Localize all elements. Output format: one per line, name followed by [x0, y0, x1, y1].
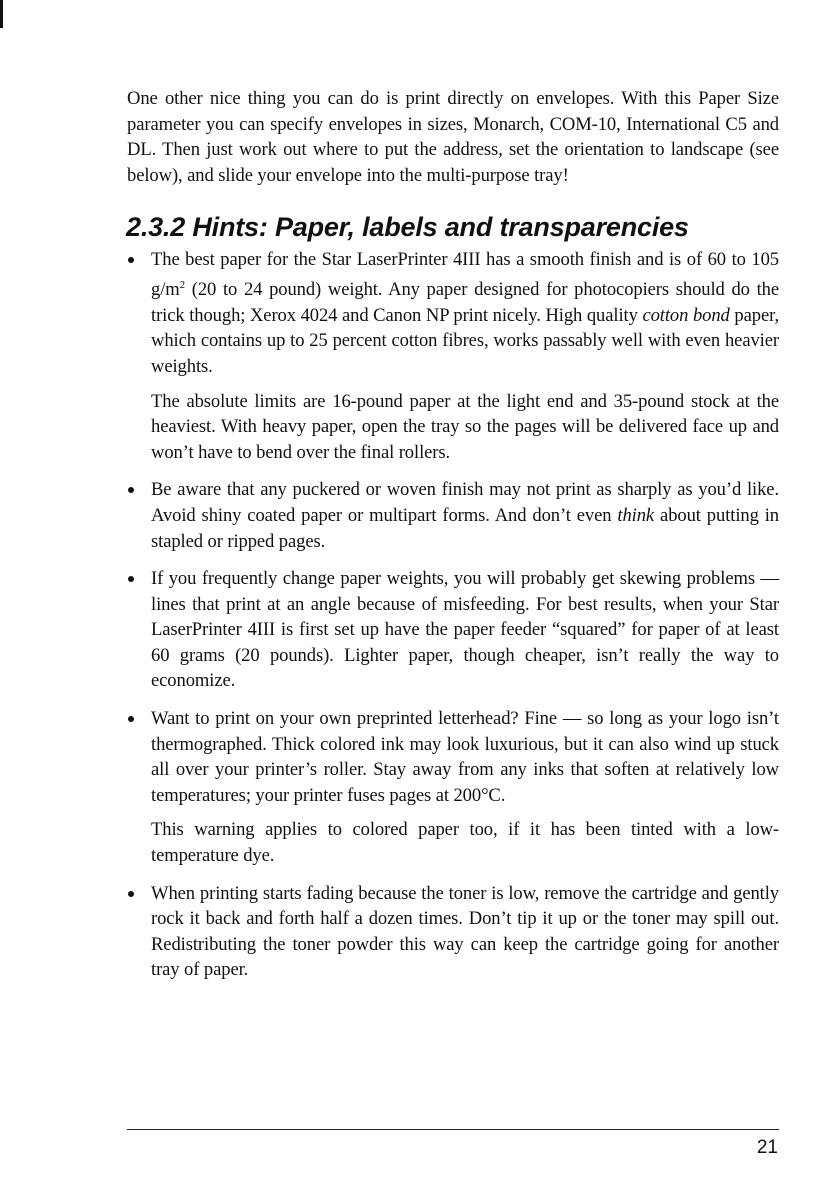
hints-list	[127, 247, 779, 983]
emphasis-text: think	[617, 504, 655, 526]
bullet-icon	[128, 487, 134, 493]
text-run: Be aware that any puckered or woven finish may not print as sharply as you’d like. Avoid shiny coated paper or multipart forms. And don’t even	[151, 479, 779, 526]
bullet-icon	[128, 257, 134, 263]
list-item	[127, 566, 779, 694]
list-item-text: The absolute limits are 16-pound paper at the light end and 35-pound stock at the heaviest. With heavy paper, open the tray so the pages will be delivered face up and won’t have to bend over the final rollers.	[151, 390, 779, 463]
emphasis-text: cotton bond	[642, 304, 730, 326]
page-content	[127, 86, 779, 995]
list-item-text: Want to print on your own preprinted letterhead? Fine — so long as your logo isn’t thermographed. Thick colored ink may look luxurious, but it can also wind up stuck all over your printer’s roller. Stay away from any inks that soften at relatively low temperatures; your printer fuses pages at 200°C.	[151, 708, 779, 806]
text-run: about putting in stapled or ripped pages.	[151, 504, 780, 552]
list-item-text: If you frequently change paper weights, you will probably get skewing problems — lines that print at an angle because of misfeeding. For best results, when your Star LaserPrinter 4III is first set up have the paper feeder “squared” for paper of at least 60 grams (20 pounds). Lighter paper, though cheaper, isn’t really the way to economize.	[151, 568, 779, 692]
list-item-text	[151, 247, 779, 379]
page-number: 21	[756, 1137, 778, 1158]
list-item	[127, 477, 779, 554]
bullet-icon	[128, 891, 134, 897]
list-item	[127, 706, 779, 869]
list-item-text: This warning applies to colored paper too, if it has been tinted with a low-temperature dye.	[151, 819, 779, 867]
list-item	[127, 247, 779, 465]
bullet-icon	[128, 576, 134, 582]
bullet-icon	[128, 716, 134, 722]
text-run: paper, which contains up to 25 percent cotton fibres, works passably well with even heavier weights.	[151, 304, 779, 377]
list-item-text: When printing starts fading because the toner is low, remove the cartridge and gently rock it back and forth half a dozen times. Don’t tip it up or the toner may spill out. Redistributing the toner powder this way can keep the cartridge going for another tray of paper.	[151, 882, 779, 981]
section-heading: 2.3.2 Hints: Paper, labels and transparencies	[126, 212, 689, 243]
text-run: (20 to 24 pound) weight. Any paper designed for photocopiers should do the trick though; Xerox 4024 and Canon NP print nicely. High quality	[151, 279, 779, 326]
list-item	[127, 881, 779, 983]
footer-rule	[127, 1129, 779, 1130]
text-run: The best paper for the Star LaserPrinter 4III has a smooth finish and is of 60 to 105 g/m	[151, 249, 779, 301]
superscript: 2	[179, 278, 186, 291]
intro-paragraph: One other nice thing you can do is print directly on envelopes. With this Paper Size parameter you can specify envelopes in sizes, Monarch, COM-10, International C5 and DL. Then just work out where to put the address, set the orientation to landscape (see below), and slide your envelope into the multi-purpose tray!	[127, 88, 779, 186]
list-item-text	[151, 477, 779, 554]
scan-edge-mark	[0, 0, 3, 28]
